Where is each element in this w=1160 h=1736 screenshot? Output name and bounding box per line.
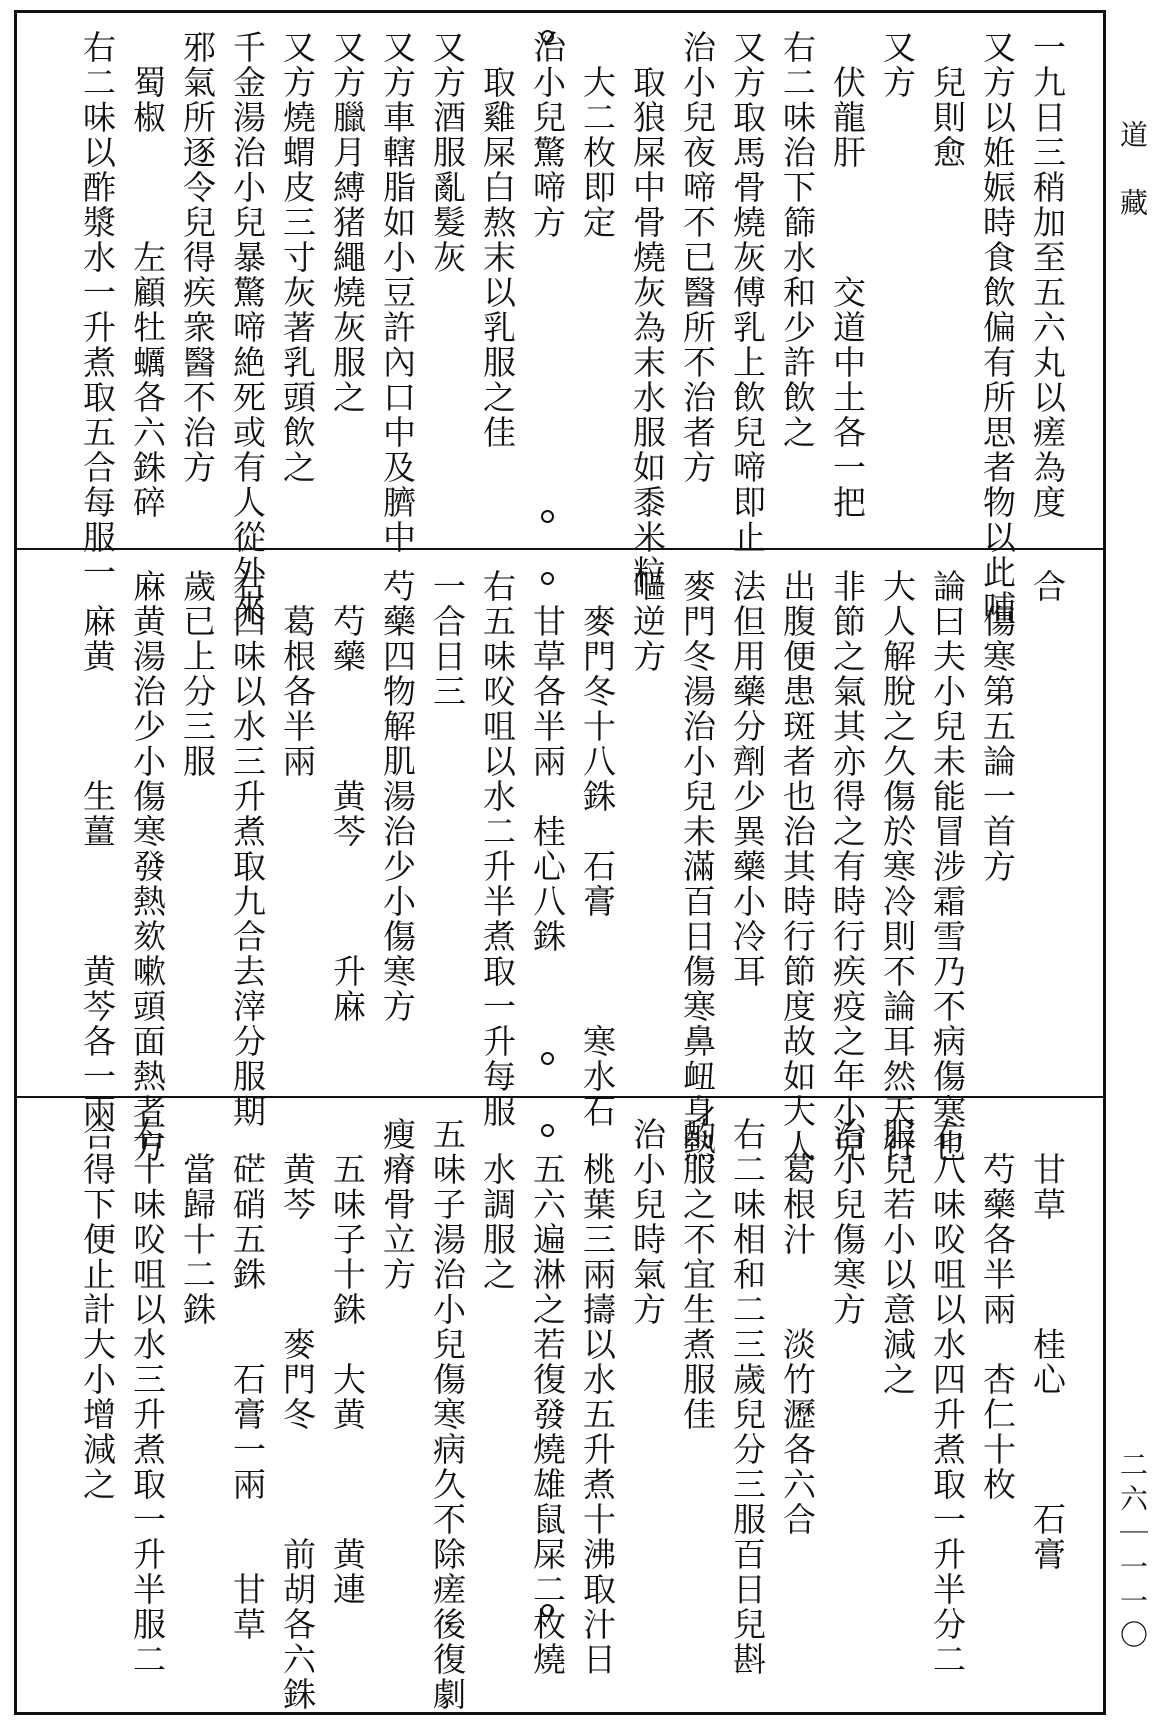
text-column: 右四味以水三升煮取九合去滓分服期	[228, 569, 267, 1129]
text-column: 歲已上分三服	[178, 569, 217, 779]
text-column: 葛根汁 淡竹瀝各六合	[778, 1117, 817, 1537]
text-column: 五味子十銖 大黄 黄連	[328, 1117, 367, 1607]
text-column: 葛根各半兩	[278, 569, 317, 779]
text-column: 法但用藥分劑少異藥小冷耳	[728, 569, 767, 989]
text-column: 芍藥各半兩 杏仁十枚	[978, 1117, 1017, 1502]
circle-mark	[541, 572, 554, 585]
text-column: 甘草 桂心 石膏	[1028, 1117, 1067, 1572]
text-column: 甘草各半兩 桂心八銖	[528, 569, 567, 954]
page-number: 二六｜一一〇	[1116, 1450, 1149, 1654]
text-column: 又方以姙娠時食飲偏有所思者物以此哺	[978, 30, 1017, 625]
text-column: 又方	[878, 30, 917, 100]
text-column: 一合日三	[428, 569, 467, 709]
text-column: 合	[1028, 569, 1067, 604]
text-panel-bottom	[16, 1099, 1104, 1713]
text-column: 又方取馬骨燒灰傅乳上飲兒啼即止	[728, 30, 767, 555]
text-column: 治小兒傷寒方	[828, 1117, 867, 1327]
canon-label: 道 藏	[1116, 120, 1149, 222]
text-column: 芍藥四物解肌湯治少小傷寒方	[378, 569, 417, 1024]
text-column: 右五味㕮咀以水二升半煮取一升每服	[478, 569, 517, 1129]
circle-mark	[541, 1604, 554, 1617]
text-column: 麥門冬湯治小兒未滿百日傷寒鼻衄身熱	[678, 569, 717, 1164]
text-column: 治小兒時氣方	[628, 1117, 667, 1327]
text-column: 瘦瘠骨立方	[378, 1117, 417, 1292]
text-column: 又方車轄脂如小豆許內口中及臍中	[378, 30, 417, 555]
panel-divider	[14, 548, 1106, 550]
text-column: 右八味㕮咀以水四升煮取一升半分二	[928, 1117, 967, 1677]
text-column: 芍藥 黄芩 升麻	[328, 569, 367, 1024]
text-column: 治小兒夜啼不已醫所不治者方	[678, 30, 717, 485]
text-column: 又方酒服亂髮灰	[428, 30, 467, 275]
text-column: 五六遍淋之若復發燒雄鼠屎二枚燒	[528, 1117, 567, 1677]
text-column: 大人解脫之久傷於寒冷則不論耳然天行	[878, 569, 917, 1164]
text-column: 右十味㕮咀以水三升煮取一升半服二	[128, 1117, 167, 1677]
circle-mark	[541, 1124, 554, 1137]
text-column: 論曰夫小兒未能冒涉霜雪乃不病傷寒也	[928, 569, 967, 1164]
text-column: 蜀椒 左顧牡蠣各六銖碎	[128, 30, 167, 520]
text-column: 酌服之不宜生煮服佳	[678, 1117, 717, 1432]
text-column: 麻黄湯治少小傷寒發熱欬嗽頭面熱者方	[128, 569, 167, 1164]
text-column: 伏龍肝 交道中土各一把	[828, 30, 867, 520]
text-column: 右二味相和二三歲兒分三服百日兒斟	[728, 1117, 767, 1677]
text-column: 又方燒蝟皮三寸灰著乳頭飲之	[278, 30, 317, 485]
circle-mark	[541, 1052, 554, 1065]
text-column: 服兒若小以意減之	[878, 1117, 917, 1397]
circle-mark	[541, 510, 554, 523]
text-column: 當歸十二銖	[178, 1117, 217, 1327]
text-column: 麻黄 生薑 黄芩各一兩	[78, 569, 117, 1129]
text-column: 傷寒第五論一首方	[978, 569, 1017, 884]
text-column: 取雞屎白熬末以乳服之佳	[478, 30, 517, 450]
text-column: 右二味以酢漿水一升煮取五合每服一	[78, 30, 117, 590]
text-column: 邪氣所逐令兒得疾衆醫不治方	[178, 30, 217, 485]
text-column: 大二枚即定	[578, 30, 617, 240]
text-column: 治小兒驚啼方	[528, 30, 567, 240]
text-column: 嘔逆方	[628, 569, 667, 674]
text-column: 兒則愈	[928, 30, 967, 170]
text-column: 五味子湯治小兒傷寒病久不除瘥後復劇	[428, 1117, 467, 1712]
text-column: 硭硝五銖 石膏一兩 甘草	[228, 1117, 267, 1642]
text-column: 一九日三稍加至五六丸以瘥為度	[1028, 30, 1067, 520]
text-column: 非節之氣其亦得之有時行疾疫之年小兒	[828, 569, 867, 1164]
text-column: 水調服之	[478, 1117, 517, 1292]
circle-mark	[541, 30, 554, 43]
text-column: 桃葉三兩擣以水五升煮十沸取汁日	[578, 1117, 617, 1677]
text-column: 右二味治下篩水和少許飲之	[778, 30, 817, 450]
text-column: 又方臘月縛猪繩燒灰服之	[328, 30, 367, 415]
text-column: 千金湯治小兒暴驚啼絶死或有人從外來	[228, 30, 267, 625]
text-column: 麥門冬十八銖 石膏 寒水石	[578, 569, 617, 1129]
text-column: 取狼屎中骨燒灰為末水服如黍米粒	[628, 30, 667, 590]
text-column: 合得下便止計大小增減之	[78, 1117, 117, 1502]
text-column: 出腹便患斑者也治其時行節度故如大人	[778, 569, 817, 1164]
text-panel-middle	[16, 551, 1104, 1164]
text-column: 黄芩 麥門冬 前胡各六銖	[278, 1117, 317, 1712]
